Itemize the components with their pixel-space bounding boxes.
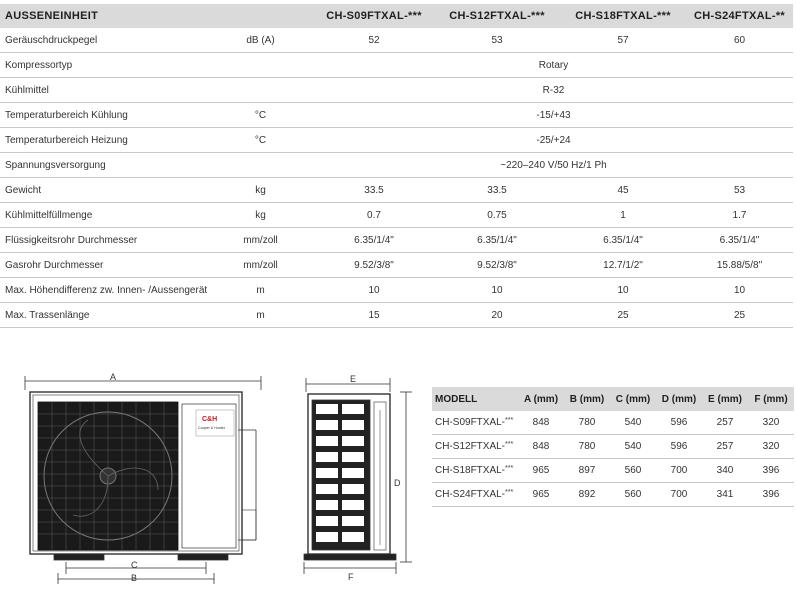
spec-row-value: 0.7 — [314, 203, 434, 228]
spec-row-value: 53 — [686, 178, 793, 203]
spec-row — [0, 28, 793, 53]
model-dimension-value: 257 — [702, 435, 748, 459]
spec-row-shared-value: R-32 — [314, 78, 793, 103]
brand-logo-mark: C&H — [202, 416, 218, 423]
spec-row-value: 33.5 — [434, 178, 560, 203]
model-dimension-value: 892 — [564, 483, 610, 507]
spec-row-value: 6.35/1/4" — [314, 228, 434, 253]
spec-row — [0, 53, 793, 78]
spec-row-label: Flüssigkeitsrohr Durchmesser — [0, 228, 207, 253]
spec-row — [0, 128, 793, 153]
model-dimension-value: 897 — [564, 459, 610, 483]
spec-row-value: 33.5 — [314, 178, 434, 203]
model-name-cell — [432, 411, 518, 435]
model-header-dimension: B (mm) — [564, 387, 610, 411]
spec-row-value: 9.52/3/8" — [434, 253, 560, 278]
spec-row-unit: °C — [207, 103, 314, 128]
spec-row-unit: m — [207, 278, 314, 303]
spec-row-value: 45 — [560, 178, 686, 203]
spec-row-value: 10 — [314, 278, 434, 303]
model-dimension-value: 341 — [702, 483, 748, 507]
spec-row-value: 15 — [314, 303, 434, 328]
spec-row — [0, 203, 793, 228]
model-name: CH-S18FTXAL- — [435, 465, 506, 476]
spec-row-unit — [207, 78, 314, 103]
outdoor-unit-front-view — [18, 370, 268, 585]
spec-row-unit: °C — [207, 128, 314, 153]
spec-row-value: 0.75 — [434, 203, 560, 228]
spec-row — [0, 228, 793, 253]
spec-row-value: 53 — [434, 28, 560, 53]
model-suffix: *** — [505, 417, 514, 424]
model-row — [432, 459, 794, 483]
spec-row-shared-value: -15/+43 — [314, 103, 793, 128]
model-dimension-value: 257 — [702, 411, 748, 435]
spec-row-unit: dB (A) — [207, 28, 314, 53]
dimension-label-a: A — [110, 372, 117, 382]
model-header-dimension: C (mm) — [610, 387, 656, 411]
model-suffix: *** — [505, 465, 514, 472]
spec-row — [0, 303, 793, 328]
spec-row-value: 20 — [434, 303, 560, 328]
model-dimension-value: 396 — [748, 459, 794, 483]
model-dimension-value: 780 — [564, 435, 610, 459]
spec-row-label: Gasrohr Durchmesser — [0, 253, 207, 278]
spec-row-shared-value: Rotary — [314, 53, 793, 78]
spec-row-label: Spannungsversorgung — [0, 153, 207, 178]
model-row — [432, 483, 794, 507]
spec-row-label: Kühlmittel — [0, 78, 207, 103]
spec-header-model: CH-S12FTXAL-*** — [434, 4, 560, 28]
model-name: CH-S24FTXAL- — [435, 489, 506, 500]
spec-header-row — [0, 4, 793, 28]
model-dimension-value: 700 — [656, 483, 702, 507]
spec-row-unit — [207, 53, 314, 78]
model-dimension-value: 340 — [702, 459, 748, 483]
model-name-cell — [432, 459, 518, 483]
spec-row-value: 6.35/1/4" — [434, 228, 560, 253]
spec-row-label: Max. Höhendifferenz zw. Innen- /Aussengerät — [0, 278, 207, 303]
model-dimension-value: 320 — [748, 411, 794, 435]
model-dimension-value: 700 — [656, 459, 702, 483]
model-row — [432, 435, 794, 459]
model-header-dimension: A (mm) — [518, 387, 564, 411]
spec-row-shared-value: -25/+24 — [314, 128, 793, 153]
spec-row-label: Temperaturbereich Kühlung — [0, 103, 207, 128]
spec-header-model: CH-S18FTXAL-*** — [560, 4, 686, 28]
spec-row-value: 10 — [686, 278, 793, 303]
outdoor-unit-side-view — [296, 370, 414, 585]
model-dimension-value: 596 — [656, 435, 702, 459]
dimension-label-e: E — [350, 374, 357, 384]
dimension-label-f: F — [348, 572, 354, 582]
spec-row-label: Geräuschdruckpegel — [0, 28, 207, 53]
spec-header-model: CH-S24FTXAL-** — [686, 4, 793, 28]
spec-row-value: 6.35/1/4" — [686, 228, 793, 253]
model-header-row — [432, 387, 794, 411]
spec-header-unit — [207, 4, 314, 28]
dimension-label-b: B — [131, 573, 138, 583]
spec-row — [0, 78, 793, 103]
spec-row-value: 10 — [434, 278, 560, 303]
spec-row-shared-value: ~220–240 V/50 Hz/1 Ph — [314, 153, 793, 178]
spec-row-label: Kompressortyp — [0, 53, 207, 78]
spec-row-unit — [207, 153, 314, 178]
spec-row-value: 25 — [560, 303, 686, 328]
spec-row-value: 6.35/1/4" — [560, 228, 686, 253]
spec-row-unit: mm/zoll — [207, 228, 314, 253]
spec-row-label: Gewicht — [0, 178, 207, 203]
spec-row-value: 1 — [560, 203, 686, 228]
spec-row-label: Temperaturbereich Heizung — [0, 128, 207, 153]
spec-header-title: AUSSENEINHEIT — [0, 4, 207, 28]
spec-row — [0, 278, 793, 303]
model-dimension-value: 540 — [610, 435, 656, 459]
model-suffix: *** — [505, 441, 514, 448]
spec-row — [0, 178, 793, 203]
model-dimension-value: 396 — [748, 483, 794, 507]
spec-row-label: Kühlmittelfüllmenge — [0, 203, 207, 228]
spec-row-value: 25 — [686, 303, 793, 328]
spec-row-value: 60 — [686, 28, 793, 53]
model-header-dimension: E (mm) — [702, 387, 748, 411]
model-dimension-value: 965 — [518, 459, 564, 483]
spec-row-value: 9.52/3/8" — [314, 253, 434, 278]
model-header-dimension: F (mm) — [748, 387, 794, 411]
spec-header-model: CH-S09FTXAL-*** — [314, 4, 434, 28]
model-dimension-table — [432, 387, 794, 507]
model-dimension-value: 320 — [748, 435, 794, 459]
spec-row-value: 10 — [560, 278, 686, 303]
spec-row-value: 52 — [314, 28, 434, 53]
spec-row — [0, 153, 793, 178]
model-dimension-value: 560 — [610, 483, 656, 507]
model-dimension-value: 965 — [518, 483, 564, 507]
model-dimension-value: 848 — [518, 435, 564, 459]
model-header-title: MODELL — [432, 387, 518, 411]
dimension-label-c: C — [131, 560, 138, 570]
spec-row-value: 12.7/1/2" — [560, 253, 686, 278]
spec-row-unit: kg — [207, 203, 314, 228]
model-name-cell — [432, 483, 518, 507]
model-name: CH-S12FTXAL- — [435, 441, 506, 452]
spec-row-label: Max. Trassenlänge — [0, 303, 207, 328]
model-dimension-value: 596 — [656, 411, 702, 435]
spec-row-value: 15.88/5/8" — [686, 253, 793, 278]
model-dimension-value: 560 — [610, 459, 656, 483]
model-name-cell — [432, 435, 518, 459]
model-dimension-value: 540 — [610, 411, 656, 435]
model-suffix: *** — [505, 489, 514, 496]
spec-table — [0, 4, 793, 328]
spec-row-value: 1.7 — [686, 203, 793, 228]
spec-row-unit: m — [207, 303, 314, 328]
spec-row-value: 57 — [560, 28, 686, 53]
spec-row — [0, 253, 793, 278]
model-dimension-value: 780 — [564, 411, 610, 435]
spec-row-unit: kg — [207, 178, 314, 203]
spec-row — [0, 103, 793, 128]
brand-logo-name: Cooper & Hunter — [198, 426, 225, 430]
dimension-label-d: D — [394, 478, 401, 488]
model-row — [432, 411, 794, 435]
spec-row-unit: mm/zoll — [207, 253, 314, 278]
model-header-dimension: D (mm) — [656, 387, 702, 411]
model-name: CH-S09FTXAL- — [435, 417, 506, 428]
model-dimension-value: 848 — [518, 411, 564, 435]
